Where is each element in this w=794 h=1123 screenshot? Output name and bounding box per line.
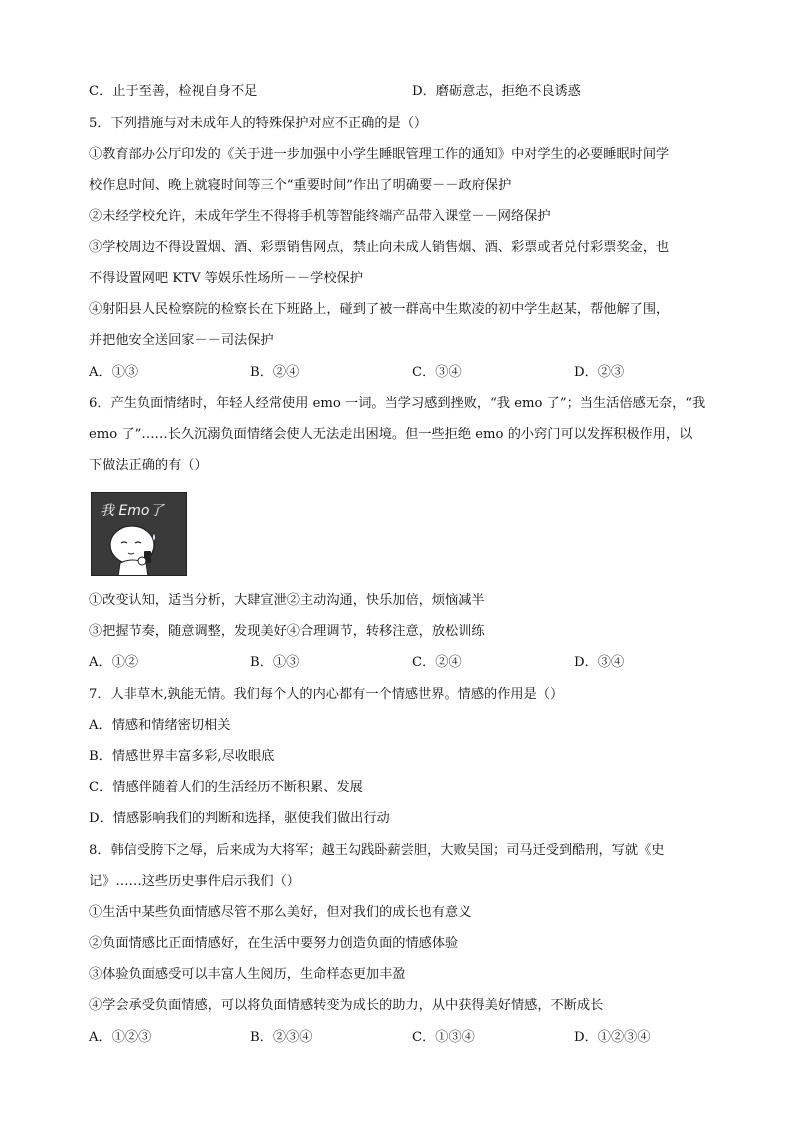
q6-stem: 6．产生负面情绪时，年轻人经常使用 emo 一词。当学习感到挫败，“我 emo 了”；当生活倍感无奈，“我 (89, 396, 706, 411)
q5-item: 不得设置网吧 KTV 等娱乐性场所－－学校保护 (89, 271, 363, 286)
q6-stem: emo 了”……长久沉溺负面情绪会使人无法走出困境。但一些拒绝 emo 的小窍门可以发挥积极作用，以 (89, 427, 693, 442)
q8-option-c: C．①③④ (412, 1030, 475, 1045)
q8-option-d: D．①②③④ (574, 1030, 651, 1045)
q6-option-a: A．①② (89, 655, 139, 670)
emo-cartoon-image (91, 492, 187, 576)
q8-option-b: B．②③④ (250, 1030, 313, 1045)
q6-option-d: D．③④ (574, 655, 625, 670)
q8-option-a: A．①②③ (89, 1030, 152, 1045)
q7-option-c: C．情感伴随着人们的生活经历不断积累、发展 (89, 780, 363, 795)
q4-option-d: D．磨砺意志，拒绝不良诱惑 (412, 84, 581, 99)
q6-item: ③把握节奏，随意调整，发现美好④合理调节，转移注意，放松训练 (89, 624, 485, 639)
q5-option-d: D．②③ (574, 365, 625, 380)
q6-item: ①改变认知，适当分析，大肆宣泄②主动沟通，快乐加倍，烦恼减半 (89, 593, 485, 608)
q5-option-b: B．②④ (250, 365, 300, 380)
emo-cartoon-caption: 我 Emo了 (100, 503, 164, 519)
q5-option-a: A．①③ (89, 365, 139, 380)
q6-option-c: C．②④ (412, 655, 462, 670)
q5-item: 并把他安全送回家－－司法保护 (89, 333, 274, 348)
q8-item: ①生活中某些负面情感尽管不那么美好，但对我们的成长也有意义 (89, 905, 472, 920)
q7-stem: 7．人非草木,孰能无情。我们每个人的内心都有一个情感世界。情感的作用是（） (89, 687, 564, 702)
q8-stem: 8．韩信受胯下之辱，后来成为大将军；越王勾践卧薪尝胆，大败吴国；司马迁受到酷刑，写就《史 (89, 843, 665, 858)
q5-item: ②未经学校允许，未成年学生不得将手机等智能终端产品带入课堂－－网络保护 (89, 209, 551, 224)
q8-item: ③体验负面感受可以丰富人生阅历，生命样态更加丰盈 (89, 967, 406, 982)
q4-option-c: C．止于至善，检视自身不足 (89, 84, 258, 99)
q5-item: ①教育部办公厅印发的《关于进一步加强中小学生睡眠管理工作的通知》中对学生的必要睡眠时间学 (89, 147, 670, 162)
emo-cartoon-drawing (92, 493, 186, 575)
q7-option-b: B．情感世界丰富多彩,尽收眼底 (89, 749, 275, 764)
q7-option-a: A．情感和情绪密切相关 (89, 718, 231, 733)
q5-item: ③学校周边不得设置烟、酒、彩票销售网点，禁止向未成人销售烟、酒、彩票或者兑付彩票奖金，也 (89, 240, 670, 255)
q5-item: ④射阳县人民检察院的检察长在下班路上，碰到了被一群高中生欺凌的初中学生赵某，帮他解了围， (89, 302, 670, 317)
q5-item: 校作息时间、晚上就寝时间等三个“重要时间”作出了明确要－－政府保护 (89, 178, 512, 193)
q7-option-d: D．情感影响我们的判断和选择，驱使我们做出行动 (89, 811, 390, 826)
q5-option-c: C．③④ (412, 365, 462, 380)
q8-stem: 记》……这些历史事件启示我们（） (89, 874, 300, 889)
q8-item: ④学会承受负面情感，可以将负面情感转变为成长的助力，从中获得美好情感，不断成长 (89, 998, 604, 1013)
q5-stem: 5．下列措施与对未成年人的特殊保护对应不正确的是（） (89, 116, 428, 131)
q8-item: ②负面情感比正面情感好，在生活中要努力创造负面的情感体验 (89, 936, 459, 951)
q6-stem: 下做法正确的有（） (89, 458, 208, 473)
q6-option-b: B．①③ (250, 655, 300, 670)
